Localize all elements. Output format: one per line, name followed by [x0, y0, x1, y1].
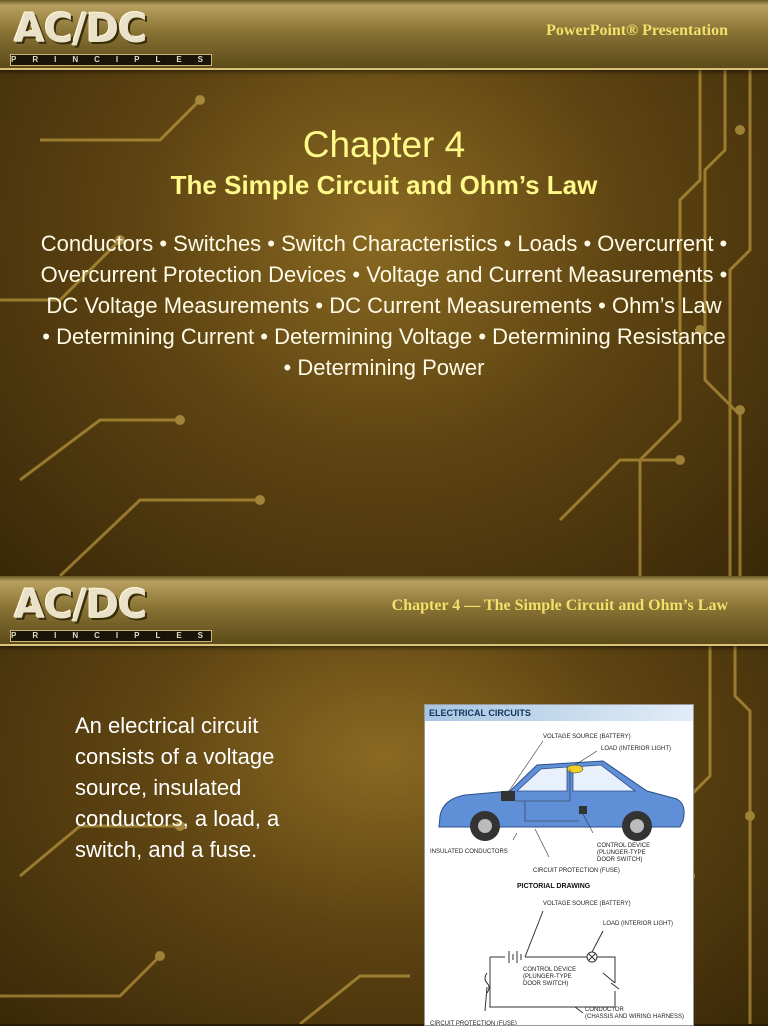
topics-list: Conductors • Switches • Switch Characteristics • Loads • Overcurrent • Overcurrent Protection Devices • Voltage and Current Measurements • DC Voltage Measurements • DC Current Measurements • Ohm’s Law • Determining Current • Determining Voltage • Determining Resistance • Determining Power [40, 231, 728, 380]
label-circuit-protection-2: CIRCUIT PROTECTION (FUSE) [430, 1021, 517, 1026]
principles-logo-bar [10, 54, 220, 66]
label-control-2-2: (PLUNGER-TYPE [523, 974, 572, 980]
slide-header [0, 576, 768, 646]
chapter-title: The Simple Circuit and Ohm’s Law [170, 170, 598, 200]
label-load: LOAD (INTERIOR LIGHT) [601, 746, 672, 752]
principles-logo-bar [10, 630, 220, 642]
label-insulated-conductors: INSULATED CONDUCTORS [430, 849, 508, 855]
label-control-device-3: DOOR SWITCH) [597, 857, 643, 863]
figure-title: ELECTRICAL CIRCUITS [425, 705, 693, 721]
principles-label: PRINCIPLES [11, 55, 220, 64]
label-control-device-2: (PLUNGER-TYPE [597, 850, 646, 856]
slide-body-text: An electrical circuit consists of a voltage source, insulated conductors, a load, a switch, and a fuse. [75, 713, 280, 862]
label-control-device-1: CONTROL DEVICE [597, 843, 651, 849]
label-control-2-1: CONTROL DEVICE [523, 967, 577, 973]
label-voltage-source-2: VOLTAGE SOURCE (BATTERY) [543, 901, 631, 907]
header-title: Chapter 4 — The Simple Circuit and Ohm’s Law [391, 597, 728, 614]
acdc-logo: AC/DC [14, 6, 147, 52]
label-voltage-source: VOLTAGE SOURCE (BATTERY) [543, 734, 631, 740]
label-load-2: LOAD (INTERIOR LIGHT) [603, 921, 674, 927]
slide-header [0, 0, 768, 70]
electrical-circuits-figure [424, 704, 694, 1026]
label-conductor-1: CONDUCTOR [585, 1007, 624, 1013]
label-pictorial-drawing: PICTORIAL DRAWING [517, 883, 591, 890]
header-title: PowerPoint® Presentation [546, 22, 728, 39]
label-conductor-2: (CHASSIS AND WIRING HARNESS) [585, 1014, 685, 1020]
label-circuit-protection: CIRCUIT PROTECTION (FUSE) [533, 868, 620, 874]
label-control-2-3: DOOR SWITCH) [523, 981, 569, 987]
principles-label: PRINCIPLES [11, 631, 220, 640]
chapter-number: Chapter 4 [302, 124, 466, 165]
acdc-logo: AC/DC [14, 582, 147, 628]
